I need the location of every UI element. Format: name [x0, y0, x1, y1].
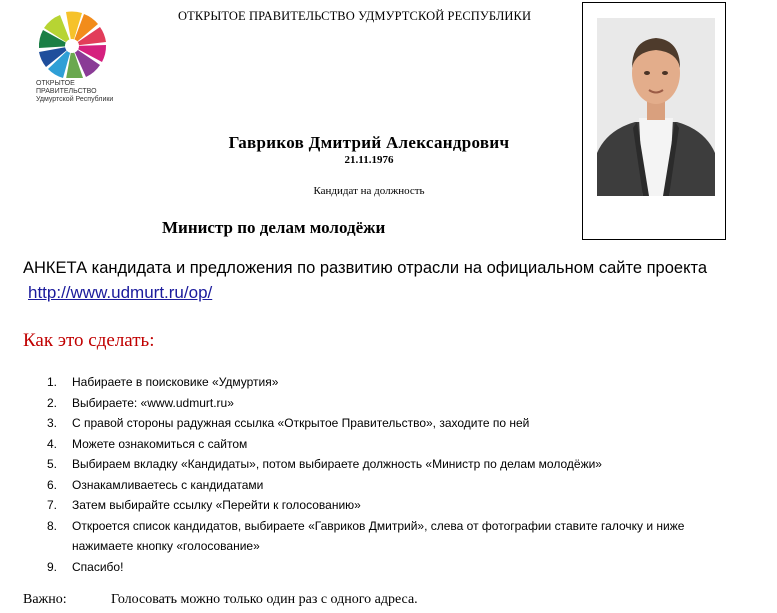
candidate-photo-frame: [582, 2, 726, 240]
step-number: 4.: [47, 436, 58, 451]
instruction-step: [23, 372, 743, 393]
step-number: 9.: [47, 559, 58, 574]
instruction-step: [23, 475, 743, 496]
step-number: 2.: [47, 395, 58, 410]
candidate-photo: [597, 18, 715, 196]
step-number: 8.: [47, 518, 58, 533]
instruction-step: [23, 393, 743, 414]
step-number: 1.: [47, 375, 58, 389]
step-text: С правой стороны радужная ссылка «Открытое Правительство», заходите по ней: [72, 416, 530, 430]
step-number: 5.: [47, 457, 58, 471]
step-text: Откроется список кандидатов, выбираете «Гавриков Дмитрий», слева от фотографии ставите галочку и ниже нажимаете кнопку «голосование»: [72, 518, 685, 553]
instructions-heading: Как это сделать:: [23, 330, 155, 351]
instruction-step: [23, 413, 743, 434]
logo-caption-line: ПРАВИТЕЛЬСТВО: [36, 88, 97, 95]
step-text: Выбираем вкладку «Кандидаты», потом выбираете должность «Министр по делам молодёжи»: [72, 457, 602, 471]
step-text: Набираете в поисковике «Удмуртия»: [72, 375, 279, 389]
instruction-step: [23, 434, 743, 455]
step-text: Можете ознакомиться с сайтом: [72, 436, 248, 451]
step-text: Спасибо!: [72, 559, 124, 574]
step-text: Затем выбирайте ссылку «Перейти к голосованию»: [72, 498, 361, 512]
step-number: 7.: [47, 498, 58, 512]
instruction-step: [23, 516, 743, 557]
instruction-step: [23, 557, 743, 578]
logo-caption-line: ОТКРЫТОЕ: [36, 80, 75, 87]
note-text: Голосовать можно только один раз с одного адреса.: [111, 592, 418, 607]
candidate-birth-date: 21.11.1976: [344, 154, 394, 166]
open-government-logo: [36, 6, 108, 78]
note-label: Важно:: [23, 592, 67, 607]
step-number: 3.: [47, 416, 58, 430]
logo-caption: [36, 80, 126, 104]
instructions-list: [23, 372, 743, 577]
important-note: [23, 592, 418, 608]
anketa-text: АНКЕТА кандидата и предложения по развитию отрасли на официальном сайте проекта: [23, 259, 708, 277]
step-number: 6.: [47, 477, 58, 492]
organization-title: ОТКРЫТОЕ ПРАВИТЕЛЬСТВО УДМУРТСКОЙ РЕСПУБЛИКИ: [178, 9, 532, 23]
instruction-step: [23, 495, 743, 516]
candidate-label: Кандидат на должность: [313, 185, 425, 197]
instruction-step: [23, 454, 743, 475]
candidate-name: Гавриков Дмитрий Александрович: [228, 133, 510, 152]
candidate-position: Министр по делам молодёжи: [162, 218, 386, 237]
step-text: Выбираете: «www.udmurt.ru»: [72, 395, 234, 410]
step-text: Ознакамливаетесь с кандидатами: [72, 477, 264, 492]
project-link[interactable]: http://www.udmurt.ru/op/: [28, 283, 213, 302]
logo-caption-line: Удмуртской Республики: [36, 96, 114, 103]
